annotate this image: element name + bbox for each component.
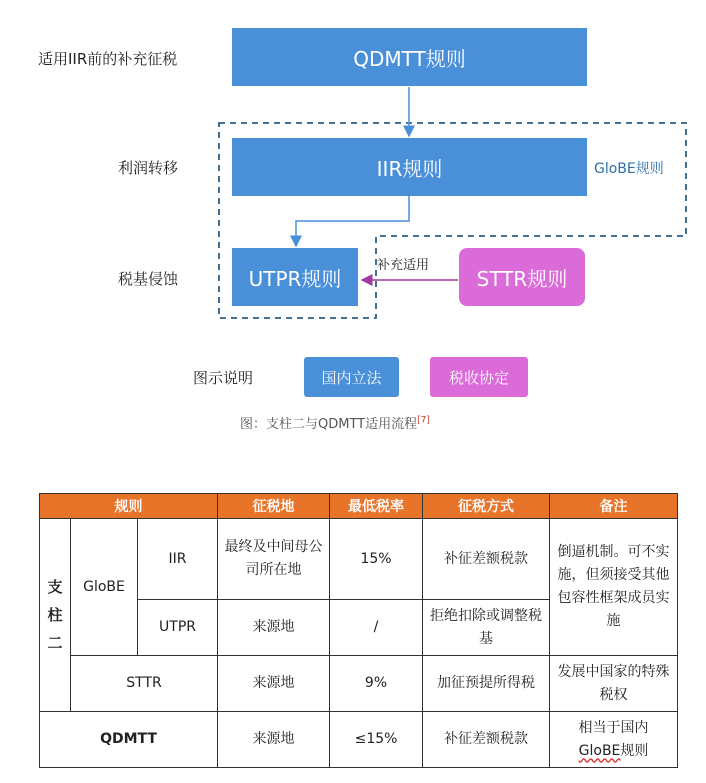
qdmtt-box xyxy=(232,28,587,86)
row-label-profit-shifting: 利润转移 xyxy=(118,159,179,177)
qdmtt-box-label: QDMTT规则 xyxy=(353,46,466,71)
pillar-two-rules-table xyxy=(39,493,678,768)
legend-domestic-label: 国内立法 xyxy=(321,368,382,387)
utpr-box-label: UTPR规则 xyxy=(248,266,342,291)
globe-rules-label: GloBE规则 xyxy=(594,161,664,177)
iir-method-cell: 补征差额税款 xyxy=(423,519,550,600)
utpr-box xyxy=(232,248,358,306)
sttr-place-cell: 来源地 xyxy=(218,656,330,712)
header-note: 备注 xyxy=(550,494,678,519)
table-row-sttr xyxy=(40,656,678,712)
qdmtt-note-globe: GloBE xyxy=(578,742,621,759)
arrow-iir-to-utpr xyxy=(296,196,409,246)
sttr-rate-cell: 9% xyxy=(330,656,423,712)
legend-title: 图示说明 xyxy=(193,369,254,387)
sttr-name-cell: STTR xyxy=(71,656,218,712)
legend-tax-treaty xyxy=(430,357,528,397)
qdmtt-rate-cell: ≤15% xyxy=(330,712,423,768)
table-header-row xyxy=(40,494,678,519)
qdmtt-method-cell: 补征差额税款 xyxy=(423,712,550,768)
sttr-method-cell: 加征预提所得税 xyxy=(423,656,550,712)
table-row-qdmtt xyxy=(40,712,678,768)
supplementary-application-label: 补充适用 xyxy=(377,258,430,273)
header-rule: 规则 xyxy=(40,494,218,519)
qdmtt-note-cell xyxy=(550,712,678,768)
sttr-note-cell: 发展中国家的特殊税权 xyxy=(550,656,678,712)
figure-caption-reference: [7] xyxy=(417,415,430,426)
iir-name-cell: IIR xyxy=(138,519,218,600)
qdmtt-place-cell: 来源地 xyxy=(218,712,330,768)
iir-place-cell: 最终及中间母公司所在地 xyxy=(218,519,330,600)
figure-caption xyxy=(240,413,430,432)
iir-box-label: IIR规则 xyxy=(376,156,443,181)
utpr-name-cell: UTPR xyxy=(138,600,218,656)
sttr-box xyxy=(459,248,585,306)
figure-caption-text: 图：支柱二与QDMTT适用流程 xyxy=(240,417,418,432)
iir-utpr-note-cell: 倒逼机制。可不实施，但须接受其他包容性框架成员实施 xyxy=(550,519,678,656)
header-method: 征税方式 xyxy=(423,494,550,519)
table-row-iir xyxy=(40,519,678,600)
utpr-place-cell: 来源地 xyxy=(218,600,330,656)
header-place: 征税地 xyxy=(218,494,330,519)
qdmtt-note-suffix: 规则 xyxy=(620,742,649,759)
utpr-method-cell: 拒绝扣除或调整税基 xyxy=(423,600,550,656)
qdmtt-name-cell: QDMTT xyxy=(40,712,218,768)
sttr-box-label: STTR规则 xyxy=(476,266,568,291)
legend-treaty-label: 税收协定 xyxy=(448,368,509,387)
row-label-pre-iir: 适用IIR前的补充征税 xyxy=(38,50,178,68)
globe-cell: GloBE xyxy=(71,519,138,656)
pillar-two-cell: 支柱二 xyxy=(40,519,71,712)
header-min-rate: 最低税率 xyxy=(330,494,423,519)
qdmtt-note-prefix: 相当于国内 xyxy=(578,719,649,736)
row-label-base-erosion: 税基侵蚀 xyxy=(118,270,179,288)
utpr-rate-cell: / xyxy=(330,600,423,656)
iir-rate-cell: 15% xyxy=(330,519,423,600)
iir-box xyxy=(232,138,587,196)
legend-domestic-legislation xyxy=(304,357,399,397)
